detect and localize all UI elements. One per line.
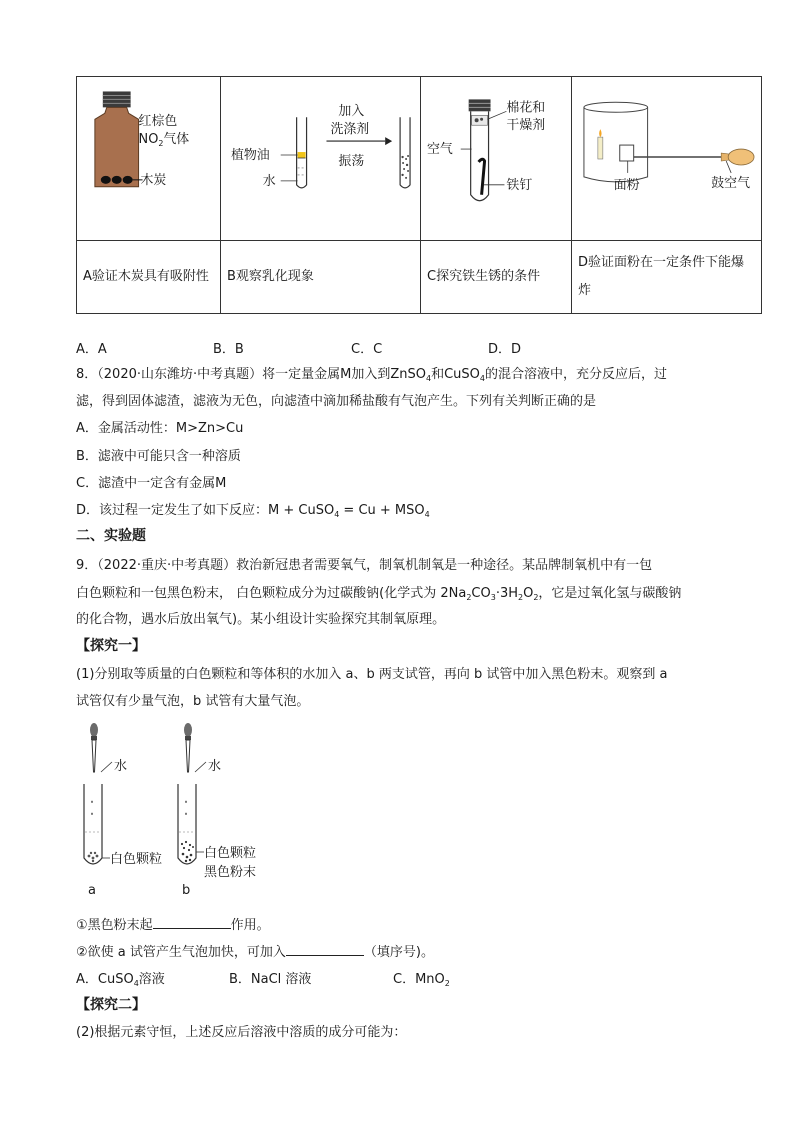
metal-can xyxy=(584,107,648,182)
rubber-bulb xyxy=(728,149,754,165)
figure-b-cell xyxy=(221,77,421,241)
explore-one-heading: 【探究一】 xyxy=(76,638,146,654)
option-a: A．CuSO$_4$溶液 xyxy=(76,972,165,988)
q7-option-b: B．B xyxy=(213,342,244,357)
cotton-desiccant xyxy=(472,115,488,125)
brown-bottle xyxy=(95,107,139,186)
blow-air-label: 鼓空气 xyxy=(711,175,751,191)
dropper-a xyxy=(90,723,98,772)
figure-c-cell xyxy=(421,77,572,241)
caption-b: B观察乳化现象 xyxy=(221,241,421,314)
part2-line1: (2)根据元素守恒，上述反应后溶液中溶质的成分可能为： xyxy=(76,1025,407,1040)
oil-layer xyxy=(298,152,306,158)
q9-stem-line1: 9．（2022·重庆·中考真题）救治新冠患者需要氧气，制氧机制氧是一种途径。某品牌制氧机中有一包 xyxy=(76,558,653,573)
gas-formula-label: $NO_2$气体 xyxy=(138,132,190,149)
q8-option-b: B．滤液中可能只含一种溶质 xyxy=(76,449,241,464)
dropper-b xyxy=(184,723,192,772)
desiccant-label: 干燥剂 xyxy=(506,118,546,134)
experiment-table xyxy=(76,76,762,314)
q8-stem-line2: 滤，得到固体滤渣，滤液为无色，向滤渣中滴加稀盐酸有气泡产生。下列有关判断正确的是 xyxy=(76,394,597,409)
q7-options xyxy=(76,338,521,357)
white-granules-label-b: 白色颗粒 xyxy=(204,846,257,861)
air-label: 空气 xyxy=(426,142,453,158)
part1-line1: (1)分别取等质量的白色颗粒和等体积的水加入 a、b 两支试管，再向 b 试管中加入黑色粉末。观察到 a xyxy=(76,667,668,682)
gas-label: 红棕色 xyxy=(138,114,178,130)
q8-option-c: C．滤渣中一定含有金属M xyxy=(76,476,227,491)
charcoal-piece xyxy=(101,176,111,184)
black-powder-b xyxy=(181,841,194,862)
water-label-a: 水 xyxy=(114,759,128,774)
caption-c: C探究铁生锈的条件 xyxy=(421,241,572,314)
candle xyxy=(598,137,603,159)
question-2-options xyxy=(76,968,450,987)
q7-option-d: D．D xyxy=(488,342,522,357)
option-c: C．MnO$_2$ xyxy=(393,972,450,988)
option-b: B．NaCl 溶液 xyxy=(229,972,312,987)
oil-label: 植物油 xyxy=(230,147,270,163)
q8-option-d: D．该过程一定发生了如下反应：M + CuSO$_4$ = $Cu + MSO_4$ xyxy=(76,503,430,519)
add-label: 加入 xyxy=(338,104,365,120)
charcoal-label: 木炭 xyxy=(140,172,167,188)
tube-b-label: b xyxy=(182,883,191,898)
cotton-label: 棉花和 xyxy=(506,100,546,116)
caption-d: D验证面粉在一定条件下能爆炸 xyxy=(572,241,762,314)
q8-option-a: A．金属活动性：M>Zn>Cu xyxy=(76,421,244,436)
detergent-label: 洗涤剂 xyxy=(330,122,370,138)
test-tube-b xyxy=(178,784,196,864)
figure-a-cell xyxy=(77,77,221,241)
test-tube-a xyxy=(84,784,102,864)
flour-cup xyxy=(620,145,634,161)
q7-option-c: C．C xyxy=(351,342,383,357)
charcoal-piece xyxy=(123,176,133,184)
stopper xyxy=(469,99,491,111)
nail-label: 铁钉 xyxy=(506,177,533,193)
water-label: 水 xyxy=(262,173,276,189)
figure-d-dust-explosion xyxy=(572,77,761,240)
part1-line2: 试管仅有少量气泡，b 试管有大量气泡。 xyxy=(76,694,310,709)
emulsion-droplets xyxy=(401,155,409,179)
iron-nail xyxy=(479,159,485,195)
figure-d-cell xyxy=(572,77,762,241)
explore-two-heading: 【探究二】 xyxy=(76,997,146,1013)
tube-a-label: a xyxy=(88,883,96,898)
flour-label: 面粉 xyxy=(613,177,640,193)
question-1: ①黑色粉末起 作用。 xyxy=(76,918,270,933)
black-powder-label-b: 黑色粉末 xyxy=(204,865,257,880)
q9-stem-line3: 的化合物，遇水后放出氧气)。某小组设计实验探究其制氧原理。 xyxy=(76,612,446,627)
section-title: 二、实验题 xyxy=(76,528,146,544)
test-tube-right xyxy=(400,117,410,188)
q9-stem-line2: 白色颗粒和一包黑色粉末， 白色颗粒成分为过碳酸钠(化学式为 $2Na_2CO_3\cdot 3H_2O_2$，它是过氧化氢与碳酸钠 xyxy=(76,586,682,602)
answer-blank-1[interactable] xyxy=(153,916,231,929)
white-granules-a xyxy=(88,852,99,862)
figure-a-bottle xyxy=(77,77,220,240)
water-label-b: 水 xyxy=(208,759,222,774)
answer-blank-2[interactable] xyxy=(286,943,364,956)
tubes-figure xyxy=(76,720,336,902)
candle-flame xyxy=(599,129,601,137)
figure-c-rust xyxy=(421,77,571,240)
caption-a: A验证木炭具有吸附性 xyxy=(77,241,221,314)
q7-option-a: A．A xyxy=(76,342,107,357)
q8-stem-line1: 8．（2020·山东潍坊·中考真题）将一定量金属M加入到ZnSO$_4$和CuSO$_4$的混合溶液中，充分反应后，过 xyxy=(76,367,667,383)
charcoal-piece xyxy=(112,176,122,184)
question-2: ②欲使 a 试管产生气泡加快，可加入 （填序号)。 xyxy=(76,945,434,960)
shake-label: 振荡 xyxy=(338,153,365,169)
figure-b-emulsion xyxy=(221,77,420,240)
white-granules-label-a: 白色颗粒 xyxy=(110,852,163,867)
